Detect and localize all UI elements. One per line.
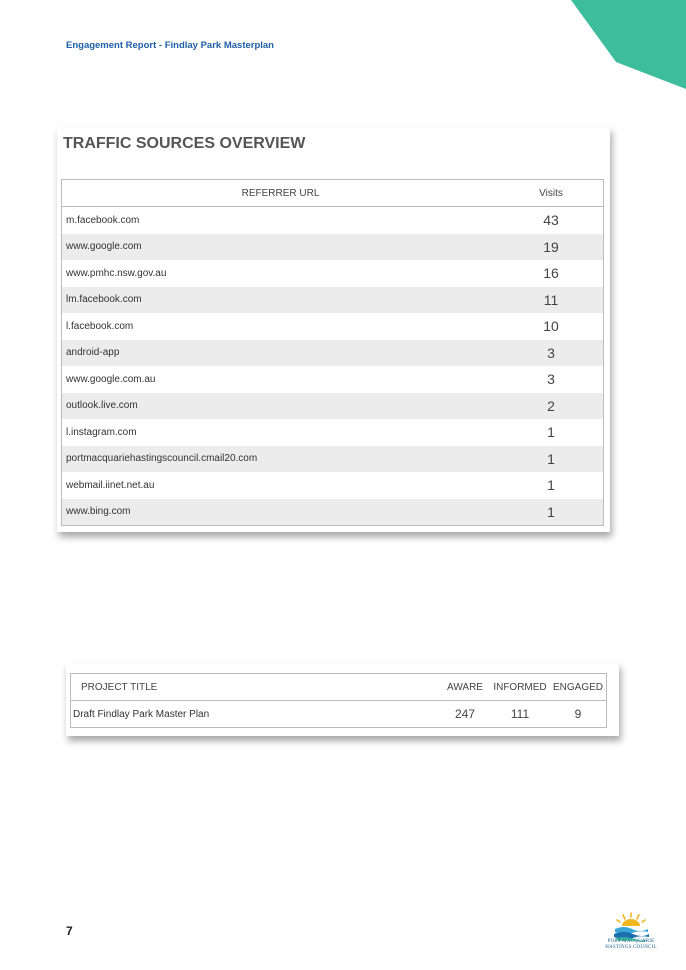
table-row	[62, 499, 604, 526]
referrer-url-cell: outlook.live.com	[62, 393, 500, 420]
referrer-url-cell: portmacquariehastingscouncil.cmail20.com	[62, 446, 500, 473]
council-logo-icon	[606, 909, 656, 959]
referrer-url-cell: www.pmhc.nsw.gov.au	[66, 267, 167, 279]
visits-cell: 19	[499, 234, 604, 261]
visits-cell: 11	[499, 287, 604, 314]
engaged-cell: 9	[574, 707, 582, 721]
aware-header: AWARE	[440, 674, 490, 701]
table-row	[62, 287, 604, 314]
visits-cell: 1	[499, 499, 604, 526]
aware-cell: 247	[454, 707, 476, 721]
informed-cell: 111	[510, 707, 530, 721]
table-header-row	[71, 674, 607, 701]
visits-cell: 1	[547, 477, 555, 494]
visits-cell: 43	[543, 212, 559, 229]
visits-cell: 3	[547, 371, 555, 388]
table-row	[71, 701, 607, 728]
table-row	[62, 419, 604, 446]
table-row	[62, 260, 604, 287]
referrer-url-cell: www.google.com.au	[66, 373, 156, 385]
table-row	[62, 313, 604, 340]
referrer-url-cell: lm.facebook.com	[62, 287, 500, 314]
visits-cell: 3	[499, 340, 604, 367]
referrer-url-cell: l.instagram.com	[66, 426, 137, 438]
council-logo-text	[600, 939, 662, 951]
page-number: 7	[66, 924, 73, 938]
project-title-cell: Draft Findlay Park Master Plan	[73, 708, 210, 720]
referrer-url-cell: webmail.iinet.net.au	[66, 479, 155, 491]
table-row	[62, 340, 604, 367]
table-header-row	[62, 180, 604, 207]
traffic-sources-title: TRAFFIC SOURCES OVERVIEW	[63, 135, 306, 152]
visits-header: Visits	[499, 180, 604, 207]
table-row	[62, 446, 604, 473]
project-title-header: PROJECT TITLE	[71, 674, 441, 701]
referrer-url-header: REFERRER URL	[62, 180, 500, 207]
visits-cell: 1	[547, 424, 555, 441]
table-row	[62, 207, 604, 234]
traffic-sources-card	[57, 127, 610, 532]
referrer-url-cell: www.bing.com	[62, 499, 500, 526]
informed-header: INFORMED	[490, 674, 550, 701]
referrer-url-cell: android-app	[62, 340, 500, 367]
project-summary-table	[70, 673, 607, 728]
corner-decoration	[568, 0, 686, 92]
project-summary-card	[66, 663, 619, 736]
referrer-url-cell: l.facebook.com	[66, 320, 134, 332]
visits-cell: 2	[499, 393, 604, 420]
referrer-url-cell: www.google.com	[62, 234, 500, 261]
visits-cell: 1	[499, 446, 604, 473]
table-row	[62, 234, 604, 261]
traffic-sources-table	[61, 179, 604, 526]
visits-cell: 10	[543, 318, 559, 335]
visits-cell: 16	[543, 265, 559, 282]
referrer-url-cell: m.facebook.com	[66, 214, 140, 226]
engaged-header: ENGAGED	[550, 674, 607, 701]
logo-text-line-2: HASTINGS COUNCIL	[605, 945, 657, 950]
table-row	[62, 472, 604, 499]
report-header-title: Engagement Report - Findlay Park Masterplan	[66, 40, 274, 51]
logo-text-line-1: PORT MACQUARIE	[607, 939, 655, 944]
table-row	[62, 366, 604, 393]
table-row	[62, 393, 604, 420]
